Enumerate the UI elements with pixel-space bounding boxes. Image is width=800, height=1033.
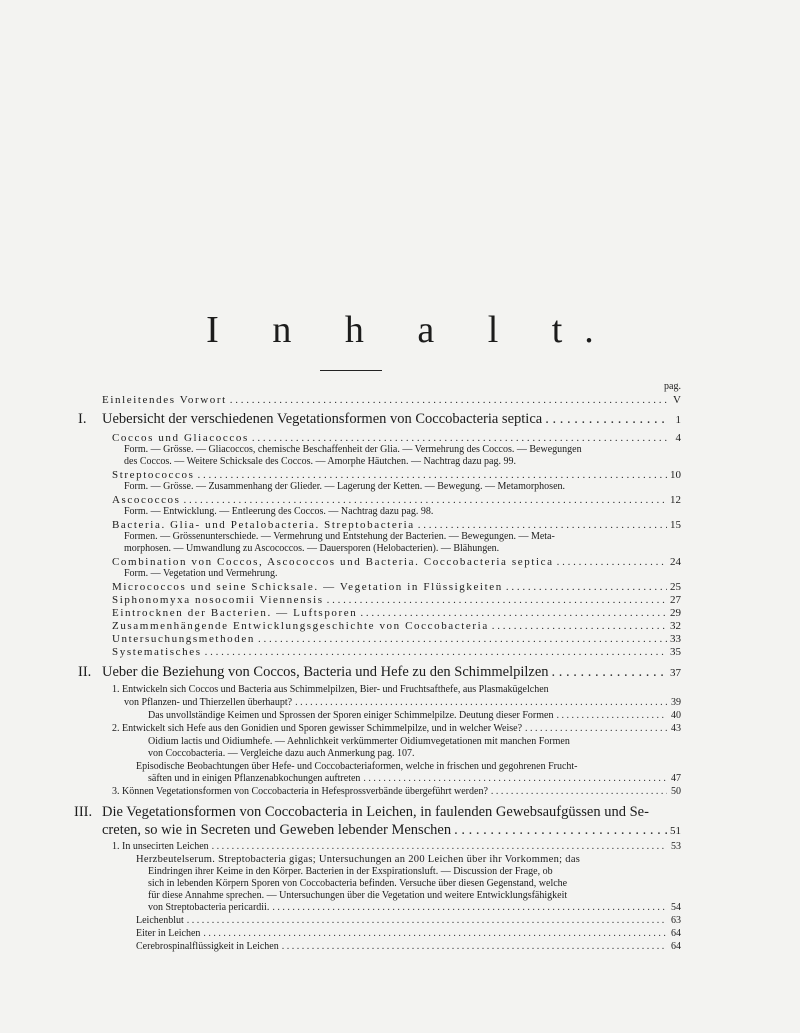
toc-note: Form. — Vegetation und Vermehrung.: [124, 568, 278, 579]
pag-label: pag.: [664, 381, 681, 392]
toc-subentry: 3. Können Vegetationsformen von Coccobacteria in Hefesprossverbände übergeführt werden? . . . 50: [112, 786, 681, 798]
toc-note: sich in lebenden Körpern Sporen von Coccobacteria befinden. Versuche über diesen Gegenstand, welche: [148, 878, 568, 889]
toc-subentry: von Pflanzen- und Thierzellen überhaupt? . . . 39: [124, 697, 681, 709]
toc-note: Herzbeutelserum. Streptobacteria gigas; Untersuchungen an 200 Leichen über ihr Vorkommen; das: [136, 854, 581, 865]
toc-note: von Coccobacteria. — Vergleiche dazu auch Anmerkung pag. 107.: [148, 748, 415, 759]
toc-subentry: von Streptobacteria pericardii. . . . 54: [148, 902, 681, 914]
title-rule: [320, 370, 382, 371]
toc-entry-zusammenhaengende: Zusammenhängende Entwicklungsgeschichte von Coccobacteria . . . 32: [112, 620, 681, 632]
toc-section-1: Uebersicht der verschiedenen Vegetationsformen von Coccobacteria septica . . . 1: [102, 411, 681, 429]
toc-note: für diese Annahme sprechen. — Untersuchungen über die Vegetation und weitere Entwicklungsfähigkeit: [148, 890, 568, 901]
toc-entry-siphonomyxa: Siphonomyxa nosocomii Viennensis . . . 27: [112, 594, 681, 606]
section-numeral-2: II.: [78, 664, 92, 680]
toc-note: Form. — Entwicklung. — Entleerung des Coccos. — Nachtrag dazu pag. 98.: [124, 506, 434, 517]
toc-subentry: säften und in einigen Pflanzenabkochungen auftreten . . . 47: [148, 773, 681, 785]
toc-entry-coccos: Coccos und Gliacoccos . . . 4: [112, 432, 681, 444]
toc-note: Episodische Beobachtungen über Hefe- und Coccobacteriaformen, welche in frischen und gegohrenen Frucht-: [136, 761, 578, 772]
toc-note: Eindringen ihrer Keime in den Körper. Bacterien in der Exspirationsluft. — Discussion der Frage, ob: [148, 866, 553, 877]
toc-entry-micrococcos: Micrococcos und seine Schicksale. — Vegetation in Flüssigkeiten . . . 25: [112, 581, 681, 593]
toc-note: des Coccos. — Weitere Schicksale des Coccos. — Amorphe Häutchen. — Nachtrag dazu pag. 99.: [124, 456, 516, 467]
toc-entry-untersuchungsmethoden: Untersuchungsmethoden . . . 33: [112, 633, 681, 645]
toc-note: Form. — Grösse. — Zusammenhang der Glieder. — Lagerung der Ketten. — Bewegung. — Metamorphosen.: [124, 481, 566, 492]
toc-section-3: creten, so wie in Secreten und Geweben lebender Menschen . . . 51: [102, 822, 681, 840]
toc-subentry: Das unvollständige Keimen und Sprossen der Sporen einiger Schimmelpilze. Deutung dieser Formen . . . 40: [148, 710, 681, 722]
section-numeral-3: III.: [74, 804, 93, 820]
page-title: I n h a l t.: [206, 309, 616, 351]
toc-entry-eintrocknen: Eintrocknen der Bacterien. — Luftsporen . . . 29: [112, 607, 681, 619]
toc-entry-streptococcos: Streptococcos . . . 10: [112, 469, 681, 481]
toc-entry-ascococcos: Ascococcos . . . 12: [112, 494, 681, 506]
toc-entry-bacteria: Bacteria. Glia- und Petalobacteria. Streptobacteria . . . 15: [112, 519, 681, 531]
toc-entry-vorwort: Einleitendes Vorwort . . . V: [102, 394, 681, 406]
toc-subentry: Eiter in Leichen . . . 64: [136, 928, 681, 940]
toc-subentry: 1. In unsecirten Leichen . . . 53: [112, 841, 681, 853]
toc-subentry: 2. Entwickelt sich Hefe aus den Gonidien und Sporen gewisser Schimmelpilze, und in welcher Weise? . . . 43: [112, 723, 681, 735]
toc-entry-combination: Combination von Coccos, Ascococcos und Bacteria. Coccobacteria septica . . . 24: [112, 556, 681, 568]
toc-subentry: Leichenblut . . . 63: [136, 915, 681, 927]
toc-note: Oidium lactis und Oidiumhefe. — Aehnlichkeit verkümmerter Oidiumvegetationen mit manchen Formen: [148, 736, 570, 747]
toc-section-2: Ueber die Beziehung von Coccos, Bacteria und Hefe zu den Schimmelpilzen . . . 37: [102, 664, 681, 682]
toc-note: Formen. — Grössenunterschiede. — Vermehrung und Entstehung der Bacterien. — Bewegungen. — Meta-: [124, 531, 555, 542]
toc-note: Form. — Grösse. — Gliacoccos, chemische Beschaffenheit der Glia. — Vermehrung des Coccos. — Bewegungen: [124, 444, 582, 455]
toc-subentry: 1. Entwickeln sich Coccos und Bacteria aus Schimmelpilzen, Bier- und Fruchtsafthefe, aus Plasmakügelchen: [112, 684, 549, 695]
toc-note: morphosen. — Umwandlung zu Ascococcos. — Dauersporen (Helobacterien). — Blähungen.: [124, 543, 500, 554]
toc-entry-systematisches: Systematisches . . . 35: [112, 646, 681, 658]
section-numeral-1: I.: [78, 411, 87, 427]
toc-section-3-line1: Die Vegetationsformen von Coccobacteria in Leichen, in faulenden Gewebsaufgüssen und Se-: [102, 804, 649, 820]
toc-subentry: Cerebrospinalflüssigkeit in Leichen . . . 64: [136, 941, 681, 953]
